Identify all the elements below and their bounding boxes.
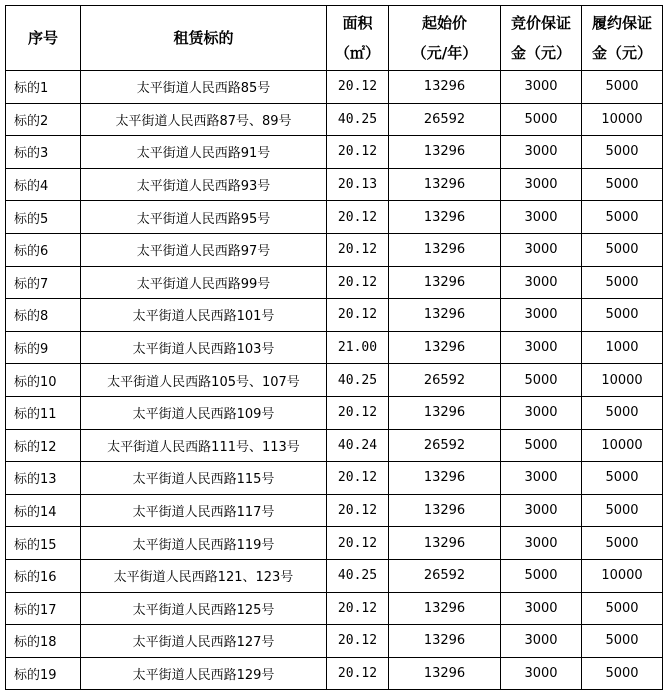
cell-start-price: 13296 <box>389 396 501 429</box>
cell-area: 20.12 <box>327 527 389 560</box>
cell-target: 太平街道人民西路85号 <box>81 71 327 104</box>
col-header-target: 租赁标的 <box>81 6 327 71</box>
cell-area: 20.13 <box>327 168 389 201</box>
cell-performance-deposit: 5000 <box>582 462 663 495</box>
cell-performance-deposit: 5000 <box>582 494 663 527</box>
cell-area: 20.12 <box>327 233 389 266</box>
cell-performance-deposit: 5000 <box>582 396 663 429</box>
cell-bid-deposit: 5000 <box>501 103 582 136</box>
cell-bid-deposit: 3000 <box>501 625 582 658</box>
cell-target: 太平街道人民西路127号 <box>81 625 327 658</box>
table-row <box>6 136 663 169</box>
cell-performance-deposit: 5000 <box>582 266 663 299</box>
cell-area: 20.12 <box>327 625 389 658</box>
cell-performance-deposit: 5000 <box>582 201 663 234</box>
cell-start-price: 13296 <box>389 299 501 332</box>
cell-area: 20.12 <box>327 494 389 527</box>
cell-performance-deposit: 5000 <box>582 299 663 332</box>
cell-serial: 标的12 <box>6 429 81 462</box>
cell-performance-deposit: 10000 <box>582 559 663 592</box>
cell-start-price: 13296 <box>389 625 501 658</box>
cell-area: 20.12 <box>327 592 389 625</box>
cell-start-price: 13296 <box>389 233 501 266</box>
cell-start-price: 13296 <box>389 331 501 364</box>
cell-target: 太平街道人民西路115号 <box>81 462 327 495</box>
cell-bid-deposit: 3000 <box>501 527 582 560</box>
cell-bid-deposit: 3000 <box>501 494 582 527</box>
cell-bid-deposit: 3000 <box>501 266 582 299</box>
col-header-area-line2: （㎡） <box>334 44 380 62</box>
col-header-area-line1: 面积 <box>342 14 373 32</box>
table-row <box>6 266 663 299</box>
cell-serial: 标的7 <box>6 266 81 299</box>
cell-start-price: 13296 <box>389 168 501 201</box>
cell-target: 太平街道人民西路119号 <box>81 527 327 560</box>
cell-area: 20.12 <box>327 201 389 234</box>
cell-performance-deposit: 5000 <box>582 136 663 169</box>
cell-start-price: 13296 <box>389 494 501 527</box>
cell-bid-deposit: 3000 <box>501 331 582 364</box>
cell-serial: 标的14 <box>6 494 81 527</box>
table-row <box>6 299 663 332</box>
cell-performance-deposit: 5000 <box>582 657 663 690</box>
cell-performance-deposit: 5000 <box>582 71 663 104</box>
cell-serial: 标的19 <box>6 657 81 690</box>
cell-target: 太平街道人民西路105号、107号 <box>81 364 327 397</box>
cell-bid-deposit: 3000 <box>501 396 582 429</box>
table-row <box>6 364 663 397</box>
cell-performance-deposit: 5000 <box>582 527 663 560</box>
cell-serial: 标的11 <box>6 396 81 429</box>
cell-start-price: 26592 <box>389 559 501 592</box>
cell-start-price: 13296 <box>389 136 501 169</box>
cell-target: 太平街道人民西路125号 <box>81 592 327 625</box>
cell-start-price: 26592 <box>389 364 501 397</box>
cell-start-price: 13296 <box>389 657 501 690</box>
cell-performance-deposit: 5000 <box>582 625 663 658</box>
cell-serial: 标的15 <box>6 527 81 560</box>
table-row <box>6 201 663 234</box>
cell-performance-deposit: 5000 <box>582 592 663 625</box>
cell-area: 40.25 <box>327 364 389 397</box>
cell-area: 20.12 <box>327 266 389 299</box>
col-header-area <box>327 6 389 71</box>
cell-target: 太平街道人民西路101号 <box>81 299 327 332</box>
cell-bid-deposit: 3000 <box>501 71 582 104</box>
cell-performance-deposit: 10000 <box>582 429 663 462</box>
col-header-perf-deposit-line2: 金（元） <box>591 44 652 62</box>
cell-target: 太平街道人民西路87号、89号 <box>81 103 327 136</box>
cell-area: 40.25 <box>327 559 389 592</box>
cell-target: 太平街道人民西路95号 <box>81 201 327 234</box>
table-row <box>6 233 663 266</box>
cell-bid-deposit: 5000 <box>501 364 582 397</box>
table-row <box>6 625 663 658</box>
col-header-price-line1: 起始价 <box>421 14 467 32</box>
table-row <box>6 103 663 136</box>
cell-bid-deposit: 3000 <box>501 462 582 495</box>
cell-start-price: 26592 <box>389 429 501 462</box>
cell-target: 太平街道人民西路129号 <box>81 657 327 690</box>
cell-area: 20.12 <box>327 71 389 104</box>
table-row <box>6 168 663 201</box>
cell-target: 太平街道人民西路97号 <box>81 233 327 266</box>
lease-table <box>5 5 663 690</box>
cell-serial: 标的13 <box>6 462 81 495</box>
col-header-price-line2: （元/年） <box>411 44 478 62</box>
cell-performance-deposit: 10000 <box>582 103 663 136</box>
cell-area: 20.12 <box>327 136 389 169</box>
cell-bid-deposit: 3000 <box>501 299 582 332</box>
cell-serial: 标的3 <box>6 136 81 169</box>
cell-area: 40.24 <box>327 429 389 462</box>
cell-bid-deposit: 5000 <box>501 429 582 462</box>
cell-serial: 标的17 <box>6 592 81 625</box>
cell-target: 太平街道人民西路109号 <box>81 396 327 429</box>
table-row <box>6 657 663 690</box>
col-header-bid-deposit-line2: 金（元） <box>510 44 571 62</box>
cell-area: 21.00 <box>327 331 389 364</box>
table-row <box>6 559 663 592</box>
cell-start-price: 13296 <box>389 462 501 495</box>
table-row <box>6 396 663 429</box>
table-row <box>6 429 663 462</box>
cell-bid-deposit: 3000 <box>501 201 582 234</box>
table-row <box>6 462 663 495</box>
cell-target: 太平街道人民西路111号、113号 <box>81 429 327 462</box>
cell-area: 20.12 <box>327 299 389 332</box>
cell-area: 20.12 <box>327 462 389 495</box>
cell-target: 太平街道人民西路103号 <box>81 331 327 364</box>
cell-area: 20.12 <box>327 396 389 429</box>
cell-target: 太平街道人民西路99号 <box>81 266 327 299</box>
cell-bid-deposit: 3000 <box>501 233 582 266</box>
cell-target: 太平街道人民西路91号 <box>81 136 327 169</box>
cell-start-price: 13296 <box>389 266 501 299</box>
cell-start-price: 13296 <box>389 71 501 104</box>
cell-performance-deposit: 10000 <box>582 364 663 397</box>
col-header-bid-deposit-line1: 竞价保证 <box>510 14 571 32</box>
cell-serial: 标的4 <box>6 168 81 201</box>
cell-serial: 标的9 <box>6 331 81 364</box>
cell-serial: 标的18 <box>6 625 81 658</box>
cell-performance-deposit: 5000 <box>582 233 663 266</box>
cell-area: 20.12 <box>327 657 389 690</box>
col-header-perf-deposit <box>582 6 663 71</box>
table-header-row <box>6 6 663 71</box>
table-row <box>6 71 663 104</box>
cell-serial: 标的6 <box>6 233 81 266</box>
cell-start-price: 13296 <box>389 592 501 625</box>
cell-serial: 标的2 <box>6 103 81 136</box>
cell-performance-deposit: 1000 <box>582 331 663 364</box>
cell-serial: 标的1 <box>6 71 81 104</box>
cell-performance-deposit: 5000 <box>582 168 663 201</box>
cell-bid-deposit: 3000 <box>501 168 582 201</box>
table-row <box>6 331 663 364</box>
col-header-serial: 序号 <box>6 6 81 71</box>
col-header-perf-deposit-line1: 履约保证 <box>591 14 652 32</box>
cell-target: 太平街道人民西路93号 <box>81 168 327 201</box>
cell-bid-deposit: 3000 <box>501 136 582 169</box>
cell-area: 40.25 <box>327 103 389 136</box>
cell-start-price: 13296 <box>389 527 501 560</box>
cell-bid-deposit: 5000 <box>501 559 582 592</box>
cell-bid-deposit: 3000 <box>501 657 582 690</box>
cell-start-price: 26592 <box>389 103 501 136</box>
col-header-price <box>389 6 501 71</box>
col-header-bid-deposit <box>501 6 582 71</box>
cell-start-price: 13296 <box>389 201 501 234</box>
cell-target: 太平街道人民西路121、123号 <box>81 559 327 592</box>
table-row <box>6 592 663 625</box>
cell-bid-deposit: 3000 <box>501 592 582 625</box>
table-row <box>6 527 663 560</box>
cell-serial: 标的16 <box>6 559 81 592</box>
cell-serial: 标的10 <box>6 364 81 397</box>
table-row <box>6 494 663 527</box>
cell-target: 太平街道人民西路117号 <box>81 494 327 527</box>
cell-serial: 标的5 <box>6 201 81 234</box>
cell-serial: 标的8 <box>6 299 81 332</box>
